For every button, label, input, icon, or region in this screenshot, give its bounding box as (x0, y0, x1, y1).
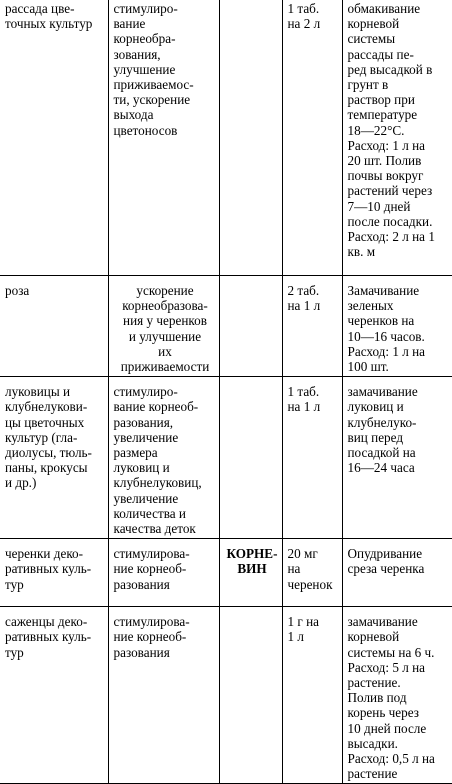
cell-text-line: КОРНЕ- (226, 546, 278, 562)
cell-text-line: стимулирова- (113, 546, 190, 562)
cell-text-line: температуре (347, 107, 418, 123)
cell-text-line: и улучшение (128, 328, 202, 344)
cell-text-line: корень через (347, 705, 419, 721)
cell-text-line: клубнелуко- (347, 414, 417, 430)
cell-text-line: 16—24 часа (347, 460, 415, 476)
cell-text-line: 1 таб. (287, 384, 320, 400)
cell-text-line: точных культур (5, 16, 93, 32)
purpose-cell (108, 377, 219, 539)
cell-text-line: зеленых (347, 298, 394, 314)
cell-text-line: диолусы, тюль- (5, 445, 92, 461)
cell-text-line: тур (5, 576, 24, 592)
crop-cell (0, 377, 108, 539)
cell-text-line: паны, крокусы (5, 460, 88, 476)
preparation-cell (219, 377, 282, 539)
cell-text-line: кв. м (347, 244, 376, 260)
method-cell (342, 276, 452, 377)
cell-text-line: Расход: 5 л на (347, 659, 426, 675)
cell-text-line: Замачивание (347, 283, 420, 298)
cell-text-line: ративных куль- (5, 629, 92, 645)
cell-text-line: Полив под (347, 690, 407, 706)
table-row (0, 539, 452, 607)
cell-text-line: на 1 л (287, 298, 321, 314)
cell-text-line: приживаемости (120, 359, 210, 375)
cell-text-line: 1 л (287, 629, 304, 645)
cell-text-line: посадкой на (347, 445, 416, 461)
cell-text-line: 18—22°С. (347, 122, 405, 138)
cell-text-line: рассада цве- (5, 1, 75, 16)
cell-text-line: стимулиро- (113, 384, 178, 400)
purpose-cell (108, 0, 219, 276)
cell-text-line: размера (113, 445, 158, 461)
cell-text-line: 100 шт. (347, 359, 389, 375)
cell-text-line: замачивание (347, 384, 418, 400)
cell-text-line: тур (5, 644, 24, 660)
preparation-cell (219, 539, 282, 607)
cell-text-line: ред высадкой в (347, 61, 433, 77)
cell-text-line: раствор при (347, 92, 415, 108)
preparation-cell (219, 276, 282, 377)
cell-text-line: ние корнеоб- (113, 629, 187, 645)
cell-text-line: ния у черенков (123, 313, 207, 329)
cell-text-line: растение. (347, 675, 401, 691)
cell-text-line: клубнелуковиц, (113, 475, 202, 491)
table-row (0, 377, 452, 539)
cell-text-line: 7—10 дней (347, 198, 411, 214)
cell-text-line: после посадки. (347, 213, 433, 229)
cell-text-line: Расход: 1 л на (347, 137, 426, 153)
cell-text-line: выхода (113, 107, 154, 123)
cell-text-line: цветоносов (113, 122, 178, 138)
table-row (0, 0, 452, 276)
cell-text-line: 1 г на (287, 614, 320, 630)
cell-text-line: саженцы деко- (5, 614, 88, 630)
cell-text-line: 1 таб. (287, 1, 320, 16)
cell-text-line: Расход: 0,5 л на (347, 751, 435, 767)
dose-cell (282, 539, 342, 607)
cell-text-line: черенков на (347, 313, 415, 329)
cell-text-line: высадки. (347, 735, 398, 751)
cell-text-line: растений через (347, 183, 433, 199)
dose-cell (282, 0, 342, 276)
cell-text-line: 2 таб. (287, 283, 320, 298)
cell-text-line: 10—16 часов. (347, 328, 425, 344)
cell-text-line: Расход: 2 л на 1 (347, 229, 435, 245)
cell-text-line: луковиц и (347, 399, 404, 415)
cell-text-line: роза (5, 283, 30, 298)
cell-text-line: 20 мг (287, 546, 318, 562)
crop-cell (0, 539, 108, 607)
cell-text-line: 20 шт. Полив (347, 153, 422, 169)
cell-text-line: луковиц и (113, 460, 170, 476)
method-cell (342, 539, 452, 607)
cell-text-line: на 2 л (287, 16, 321, 32)
purpose-cell (108, 607, 219, 784)
cell-text-line: увеличение (113, 490, 179, 506)
crop-cell (0, 607, 108, 784)
cell-text-line: приживаемос- (113, 77, 194, 93)
method-cell (342, 377, 452, 539)
cell-text-line: ние корнеоб- (113, 561, 187, 577)
cell-text-line: вание (113, 16, 146, 32)
cell-text-line: количества и (113, 505, 186, 521)
cell-text-line: улучшение (113, 61, 176, 77)
cell-text-line: обмакивание (347, 1, 421, 16)
cell-text-line: почвы вокруг (347, 168, 424, 184)
cell-text-line: на 1 л (287, 399, 321, 415)
method-cell (342, 0, 452, 276)
cell-text-line: стимулирова- (113, 614, 190, 630)
cell-text-line: на (287, 561, 301, 577)
cell-text-line: ускорение (136, 283, 194, 298)
cell-text-line: замачивание (347, 614, 418, 630)
cell-text-line: ративных куль- (5, 561, 92, 577)
dose-cell (282, 607, 342, 784)
cell-text-line: 10 дней после (347, 720, 427, 736)
dose-cell (282, 377, 342, 539)
cell-text-line: разования (113, 644, 170, 660)
cell-text-line: увеличение (113, 429, 179, 445)
method-cell (342, 607, 452, 784)
table-row (0, 607, 452, 784)
cell-text-line: зования, (113, 46, 161, 62)
purpose-cell (108, 539, 219, 607)
crop-cell (0, 0, 108, 276)
preparation-cell (219, 607, 282, 784)
cell-text-line: разования (113, 576, 170, 592)
cell-text-line: корневой (347, 16, 400, 32)
dose-cell (282, 276, 342, 377)
cell-text-line: корнеобра- (113, 31, 176, 47)
cell-text-line: виц перед (347, 429, 404, 445)
crop-cell (0, 276, 108, 377)
cell-text-line: корневой (347, 629, 400, 645)
cell-text-line: их (158, 343, 172, 359)
preparation-cell (219, 0, 282, 276)
cell-text-line: растение (347, 766, 398, 782)
cell-text-line: системы (347, 31, 396, 47)
cell-text-line: разования, (113, 414, 174, 430)
purpose-cell (108, 276, 219, 377)
cell-text-line: системы на 6 ч. (347, 644, 435, 660)
cell-text-line: культур (гла- (5, 429, 78, 445)
cell-text-line: черенок (287, 576, 333, 592)
cell-text-line: вание корнеоб- (113, 399, 199, 415)
cell-text-line: корнеобразова- (122, 298, 208, 314)
cell-text-line: цы цветочных (5, 414, 85, 430)
cell-text-line: среза черенка (347, 561, 425, 577)
cell-text-line: рассады пе- (347, 46, 414, 62)
cell-text-line: ВИН (237, 561, 267, 577)
cell-text-line: и др.) (5, 475, 37, 491)
cell-text-line: качества деток (113, 521, 196, 537)
cell-text-line: клубнелукови- (5, 399, 88, 415)
cell-text-line: Опудривание (347, 546, 423, 562)
cell-text-line: черенки деко- (5, 546, 84, 562)
table-row (0, 276, 452, 377)
cell-text-line: луковицы и (5, 384, 71, 400)
cell-text-line: стимулиро- (113, 1, 178, 16)
cell-text-line: Расход: 1 л на (347, 343, 426, 359)
cell-text-line: грунт в (347, 77, 389, 93)
cell-text-line: ти, ускорение (113, 92, 191, 108)
